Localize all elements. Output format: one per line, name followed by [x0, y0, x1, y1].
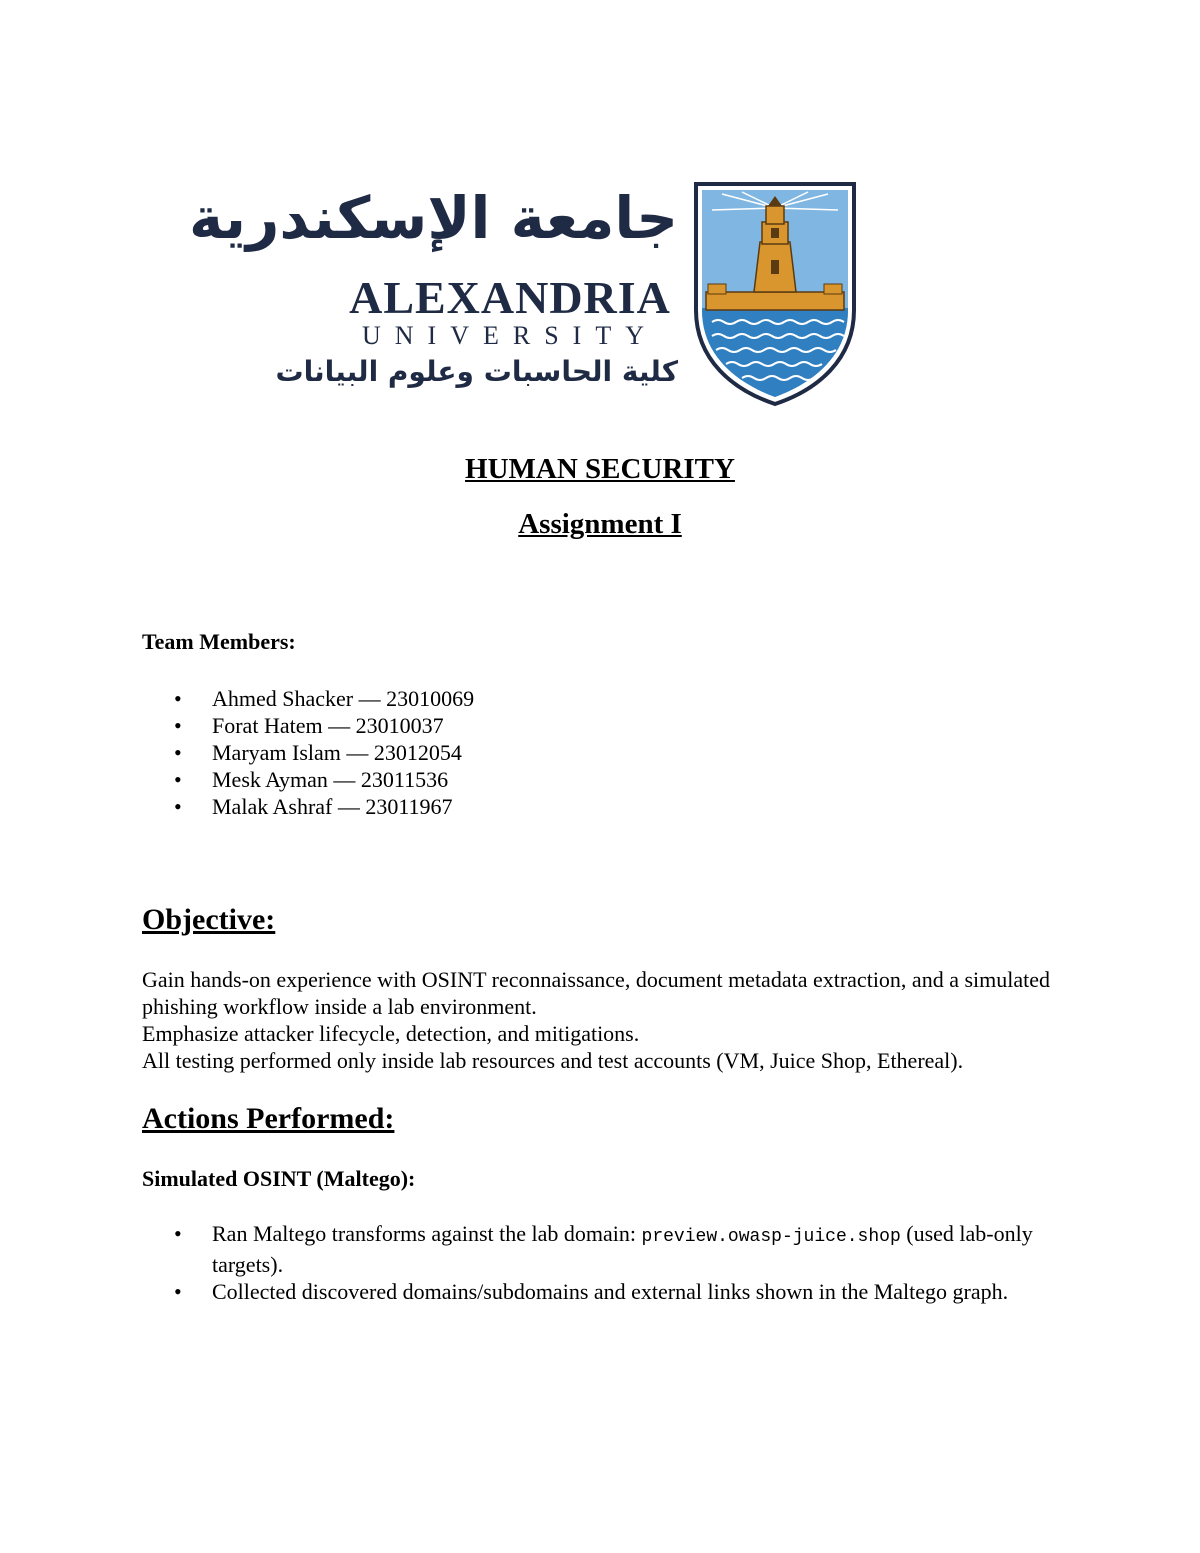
list-item — [142, 1278, 1062, 1305]
bullet: • — [174, 713, 182, 738]
bullet: • — [174, 1279, 182, 1304]
bullet: • — [174, 794, 182, 819]
action-text: Collected discovered domains/subdomains and external links shown in the Maltego graph. — [212, 1279, 1009, 1304]
team-members-label: Team Members: — [142, 629, 296, 654]
team-member: Forat Hatem — 23010037 — [212, 713, 444, 738]
university-logo — [189, 172, 860, 412]
team-member: Malak Ashraf — 23011967 — [212, 794, 453, 819]
objective-heading: Objective: — [142, 903, 276, 936]
bullet: • — [174, 1221, 182, 1246]
objective-text — [142, 966, 1062, 1074]
team-member: Mesk Ayman — 23011536 — [212, 767, 449, 792]
lab-domain-code: preview.owasp-juice.shop — [641, 1227, 901, 1247]
objective-line: All testing performed only inside lab resources and test accounts (VM, Juice Shop, Ethereal). — [142, 1048, 964, 1073]
team-member: Ahmed Shacker — 23010069 — [212, 686, 475, 711]
actions-list — [142, 1220, 1062, 1305]
lighthouse-shield-icon — [692, 180, 858, 408]
action-text: (used lab-only targets). — [212, 1221, 1033, 1277]
logo-university-text: UNIVERSITY — [362, 321, 658, 350]
objective-line: Gain hands-on experience with OSINT reconnaissance, document metadata extraction, and a simulated phishing workflow inside a lab environment. — [142, 967, 1050, 1019]
list-item — [142, 685, 474, 712]
assignment-title: Assignment I — [518, 508, 682, 540]
action-text: Ran Maltego transforms against the lab domain: — [212, 1221, 642, 1246]
list-item — [142, 766, 474, 793]
logo-alexandria-text: ALEXANDRIA — [349, 272, 671, 323]
team-members-list — [142, 685, 474, 820]
list-item — [142, 712, 474, 739]
bullet: • — [174, 686, 182, 711]
course-title: HUMAN SECURITY — [465, 453, 735, 485]
actions-performed-heading: Actions Performed: — [142, 1102, 395, 1135]
list-item — [142, 1220, 1062, 1278]
list-item — [142, 793, 474, 820]
team-member: Maryam Islam — 23012054 — [212, 740, 462, 765]
logo-arabic-university-name: جامعة الإسكندرية — [189, 184, 678, 252]
objective-line: Emphasize attacker lifecycle, detection, and mitigations. — [142, 1021, 640, 1046]
logo-arabic-faculty-name: كلية الحاسبات وعلوم البيانات — [275, 355, 678, 388]
list-item — [142, 739, 474, 766]
bullet: • — [174, 767, 182, 792]
osint-subheading: Simulated OSINT (Maltego): — [142, 1166, 416, 1191]
bullet: • — [174, 740, 182, 765]
